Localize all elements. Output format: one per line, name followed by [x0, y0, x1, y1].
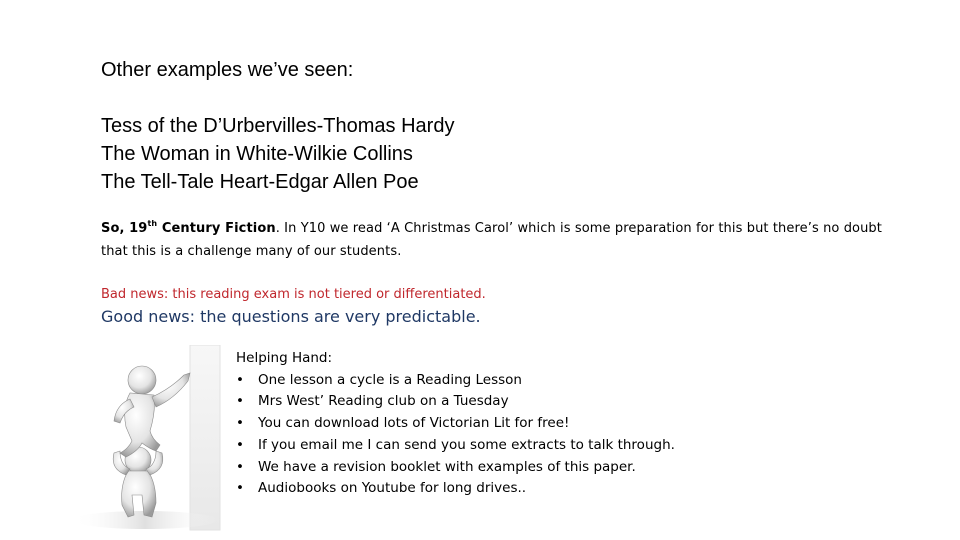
list-item-text: Audiobooks on Youtube for long drives..	[258, 480, 527, 497]
intro-rest: . In Y10 we read ‘A Christmas Carol’ which is some preparation for this but there’s no doubt that this is a challenge many of our students.	[101, 221, 882, 259]
good-news: Good news: the questions are very predictable.	[101, 307, 481, 326]
bad-news: Bad news: this reading exam is not tiered or differentiated.	[101, 287, 486, 302]
helping-hand-title: Helping Hand:	[236, 350, 333, 366]
list-item-text: You can download lots of Victorian Lit for free!	[258, 415, 570, 432]
bullet-icon: •	[236, 415, 244, 432]
list-item	[236, 391, 675, 413]
bullet-icon: •	[236, 480, 244, 497]
list-item	[236, 457, 675, 479]
book-item: The Woman in White-Wilkie Collins	[101, 143, 413, 165]
bullet-icon: •	[236, 436, 244, 453]
list-item	[236, 478, 675, 500]
list-item	[236, 413, 675, 435]
bullet-icon: •	[236, 458, 244, 475]
helping-hand-list	[236, 370, 675, 500]
intro-bold-lead: So, 19	[101, 221, 148, 236]
bullet-icon: •	[236, 371, 244, 388]
climbing-figures-illustration	[70, 345, 230, 535]
intro-paragraph	[101, 217, 891, 263]
list-item	[236, 435, 675, 457]
heading: Other examples we’ve seen:	[101, 59, 354, 81]
book-item: Tess of the D’Urbervilles-Thomas Hardy	[101, 115, 455, 137]
book-item: The Tell-Tale Heart-Edgar Allen Poe	[101, 171, 419, 193]
list-item-text: Mrs West’ Reading club on a Tuesday	[258, 393, 509, 410]
list-item	[236, 370, 675, 392]
list-item-text: One lesson a cycle is a Reading Lesson	[258, 371, 522, 388]
list-item-text: If you email me I can send you some extracts to talk through.	[258, 436, 675, 453]
intro-bold-sup: th	[147, 219, 158, 228]
list-item-text: We have a revision booklet with examples of this paper.	[258, 458, 636, 475]
bullet-icon: •	[236, 393, 244, 410]
book-list	[101, 112, 454, 196]
intro-bold-tail: Century Fiction	[157, 221, 276, 236]
helping-hand	[236, 348, 675, 500]
